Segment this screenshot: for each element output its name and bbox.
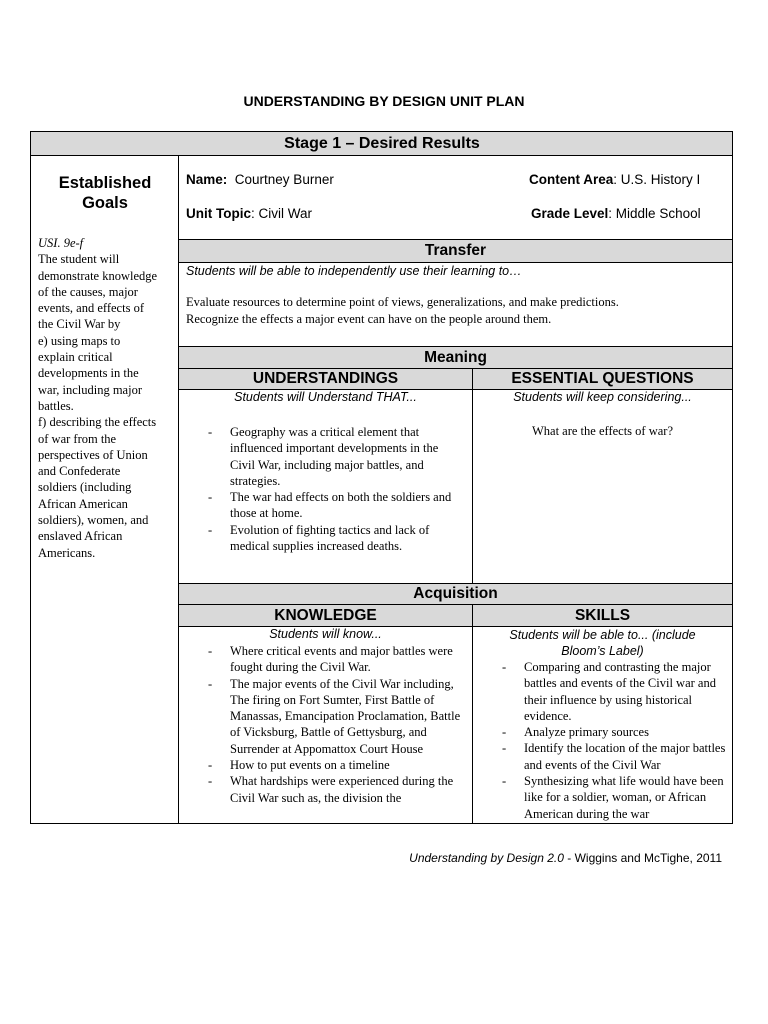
goals-line: African American	[38, 496, 128, 511]
table-border-top	[30, 131, 733, 132]
list-item: - What hardships were experienced during the Civil War such as, the division the	[208, 773, 466, 806]
acquisition-heading: Acquisition	[179, 584, 732, 604]
footer-citation	[409, 851, 722, 865]
grade-level-label: Grade Level	[531, 206, 609, 221]
transfer-bottom-border	[178, 262, 733, 263]
table-border-right	[732, 131, 733, 824]
list-item: - The major events of the Civil War including, The firing on Fort Sumter, First Battle of Manassas, Emancipation Proclamation, Battle of Vicksburg, Battle of Gettysburg, and Surrender at Appomattox Court House	[208, 676, 466, 757]
document-title: UNDERSTANDING BY DESIGN UNIT PLAN	[243, 93, 525, 109]
understandings-list	[208, 424, 466, 554]
list-item: - Evolution of fighting tactics and lack of medical supplies increased deaths.	[208, 522, 466, 555]
established-goals-heading	[31, 173, 179, 213]
table-border-left	[30, 131, 31, 824]
list-item: - Identify the location of the major battles and events of the Civil War	[502, 740, 730, 773]
list-item: - Analyze primary sources	[502, 724, 730, 740]
standard-code: USI. 9e-f	[38, 236, 84, 250]
list-item: - Synthesizing what life would have been like for a soldier, woman, or African American during the war	[502, 773, 730, 822]
goals-line: of the causes, major	[38, 284, 138, 299]
transfer-heading: Transfer	[179, 240, 732, 262]
grade-level-field	[531, 206, 701, 221]
knowledge-heading: KNOWLEDGE	[179, 605, 472, 626]
knowledge-list	[208, 643, 466, 822]
goals-line: soldiers), women, and	[38, 513, 149, 528]
goals-heading-line1: Established	[58, 174, 152, 192]
list-item: - The war had effects on both the soldiers and those at home.	[208, 489, 466, 522]
footer-source-authors: - Wiggins and McTighe, 2011	[563, 851, 722, 865]
essential-questions-heading: ESSENTIAL QUESTIONS	[473, 369, 732, 389]
meaning-heading: Meaning	[179, 347, 732, 368]
skills-heading: SKILLS	[473, 605, 732, 626]
goals-line: enslaved African	[38, 529, 123, 544]
goals-line: soldiers (including	[38, 480, 132, 495]
stage-heading: Stage 1 – Desired Results	[31, 132, 733, 155]
understandings-intro: Students will Understand THAT...	[234, 390, 417, 404]
goals-line: f) describing the effects	[38, 415, 157, 430]
essential-question: What are the effects of war?	[531, 424, 673, 438]
skills-list	[502, 659, 730, 822]
transfer-intro: Students will be able to independently use their learning to…	[186, 264, 522, 278]
goals-line: perspectives of Union	[38, 447, 148, 462]
content-area-field	[529, 172, 700, 187]
skills-intro-line2: Bloom’s Label)	[561, 644, 644, 658]
skills-intro	[473, 627, 732, 659]
goals-line: events, and effects of	[38, 301, 144, 316]
name-value: Courtney Burner	[234, 172, 334, 187]
transfer-line-2: Recognize the effects a major event can have on the people around them.	[186, 312, 552, 326]
goals-line: developments in the	[38, 366, 139, 381]
goals-line: and Confederate	[38, 464, 121, 479]
unit-topic-field	[186, 206, 312, 221]
table-border-bottom	[30, 823, 733, 824]
goals-line: battles.	[38, 398, 74, 413]
questions-intro: Students will keep considering...	[513, 390, 692, 404]
goals-line: The student will	[38, 252, 120, 267]
name-label: Name:	[186, 172, 228, 187]
knowledge-intro: Students will know...	[269, 627, 382, 641]
unit-topic-value: : Civil War	[251, 206, 312, 221]
list-item: - Comparing and contrasting the major battles and events of the Civil war and their influence by using historical evidence.	[502, 659, 730, 724]
understandings-heading: UNDERSTANDINGS	[179, 369, 472, 389]
goals-heading-line2: Goals	[82, 194, 128, 212]
goals-line: demonstrate knowledge	[38, 268, 158, 283]
goals-line: the Civil War by	[38, 317, 121, 332]
content-area-value: : U.S. History I	[613, 172, 701, 187]
stage-divider	[30, 155, 733, 156]
footer-source-title: Understanding by Design 2.0	[409, 851, 564, 865]
name-field	[186, 172, 334, 187]
list-item: - Where critical events and major battles were fought during the Civil War.	[208, 643, 466, 676]
list-item: - How to put events on a timeline	[208, 757, 466, 773]
goals-text	[38, 235, 176, 561]
skills-intro-line1: Students will be able to... (include	[509, 628, 696, 642]
goals-line: Americans.	[38, 545, 96, 560]
goals-line: war, including major	[38, 382, 142, 397]
goals-line: explain critical	[38, 350, 113, 365]
transfer-line-1: Evaluate resources to determine point of views, generalizations, and make predictions.	[186, 295, 619, 309]
content-area-label: Content Area	[529, 172, 614, 187]
goals-line: e) using maps to	[38, 333, 121, 348]
goals-line: of war from the	[38, 431, 117, 446]
list-item: - Geography was a critical element that influenced important developments in the Civil War, including major battles, and strategies.	[208, 424, 466, 489]
unit-topic-label: Unit Topic	[186, 206, 251, 221]
grade-level-value: : Middle School	[608, 206, 701, 221]
